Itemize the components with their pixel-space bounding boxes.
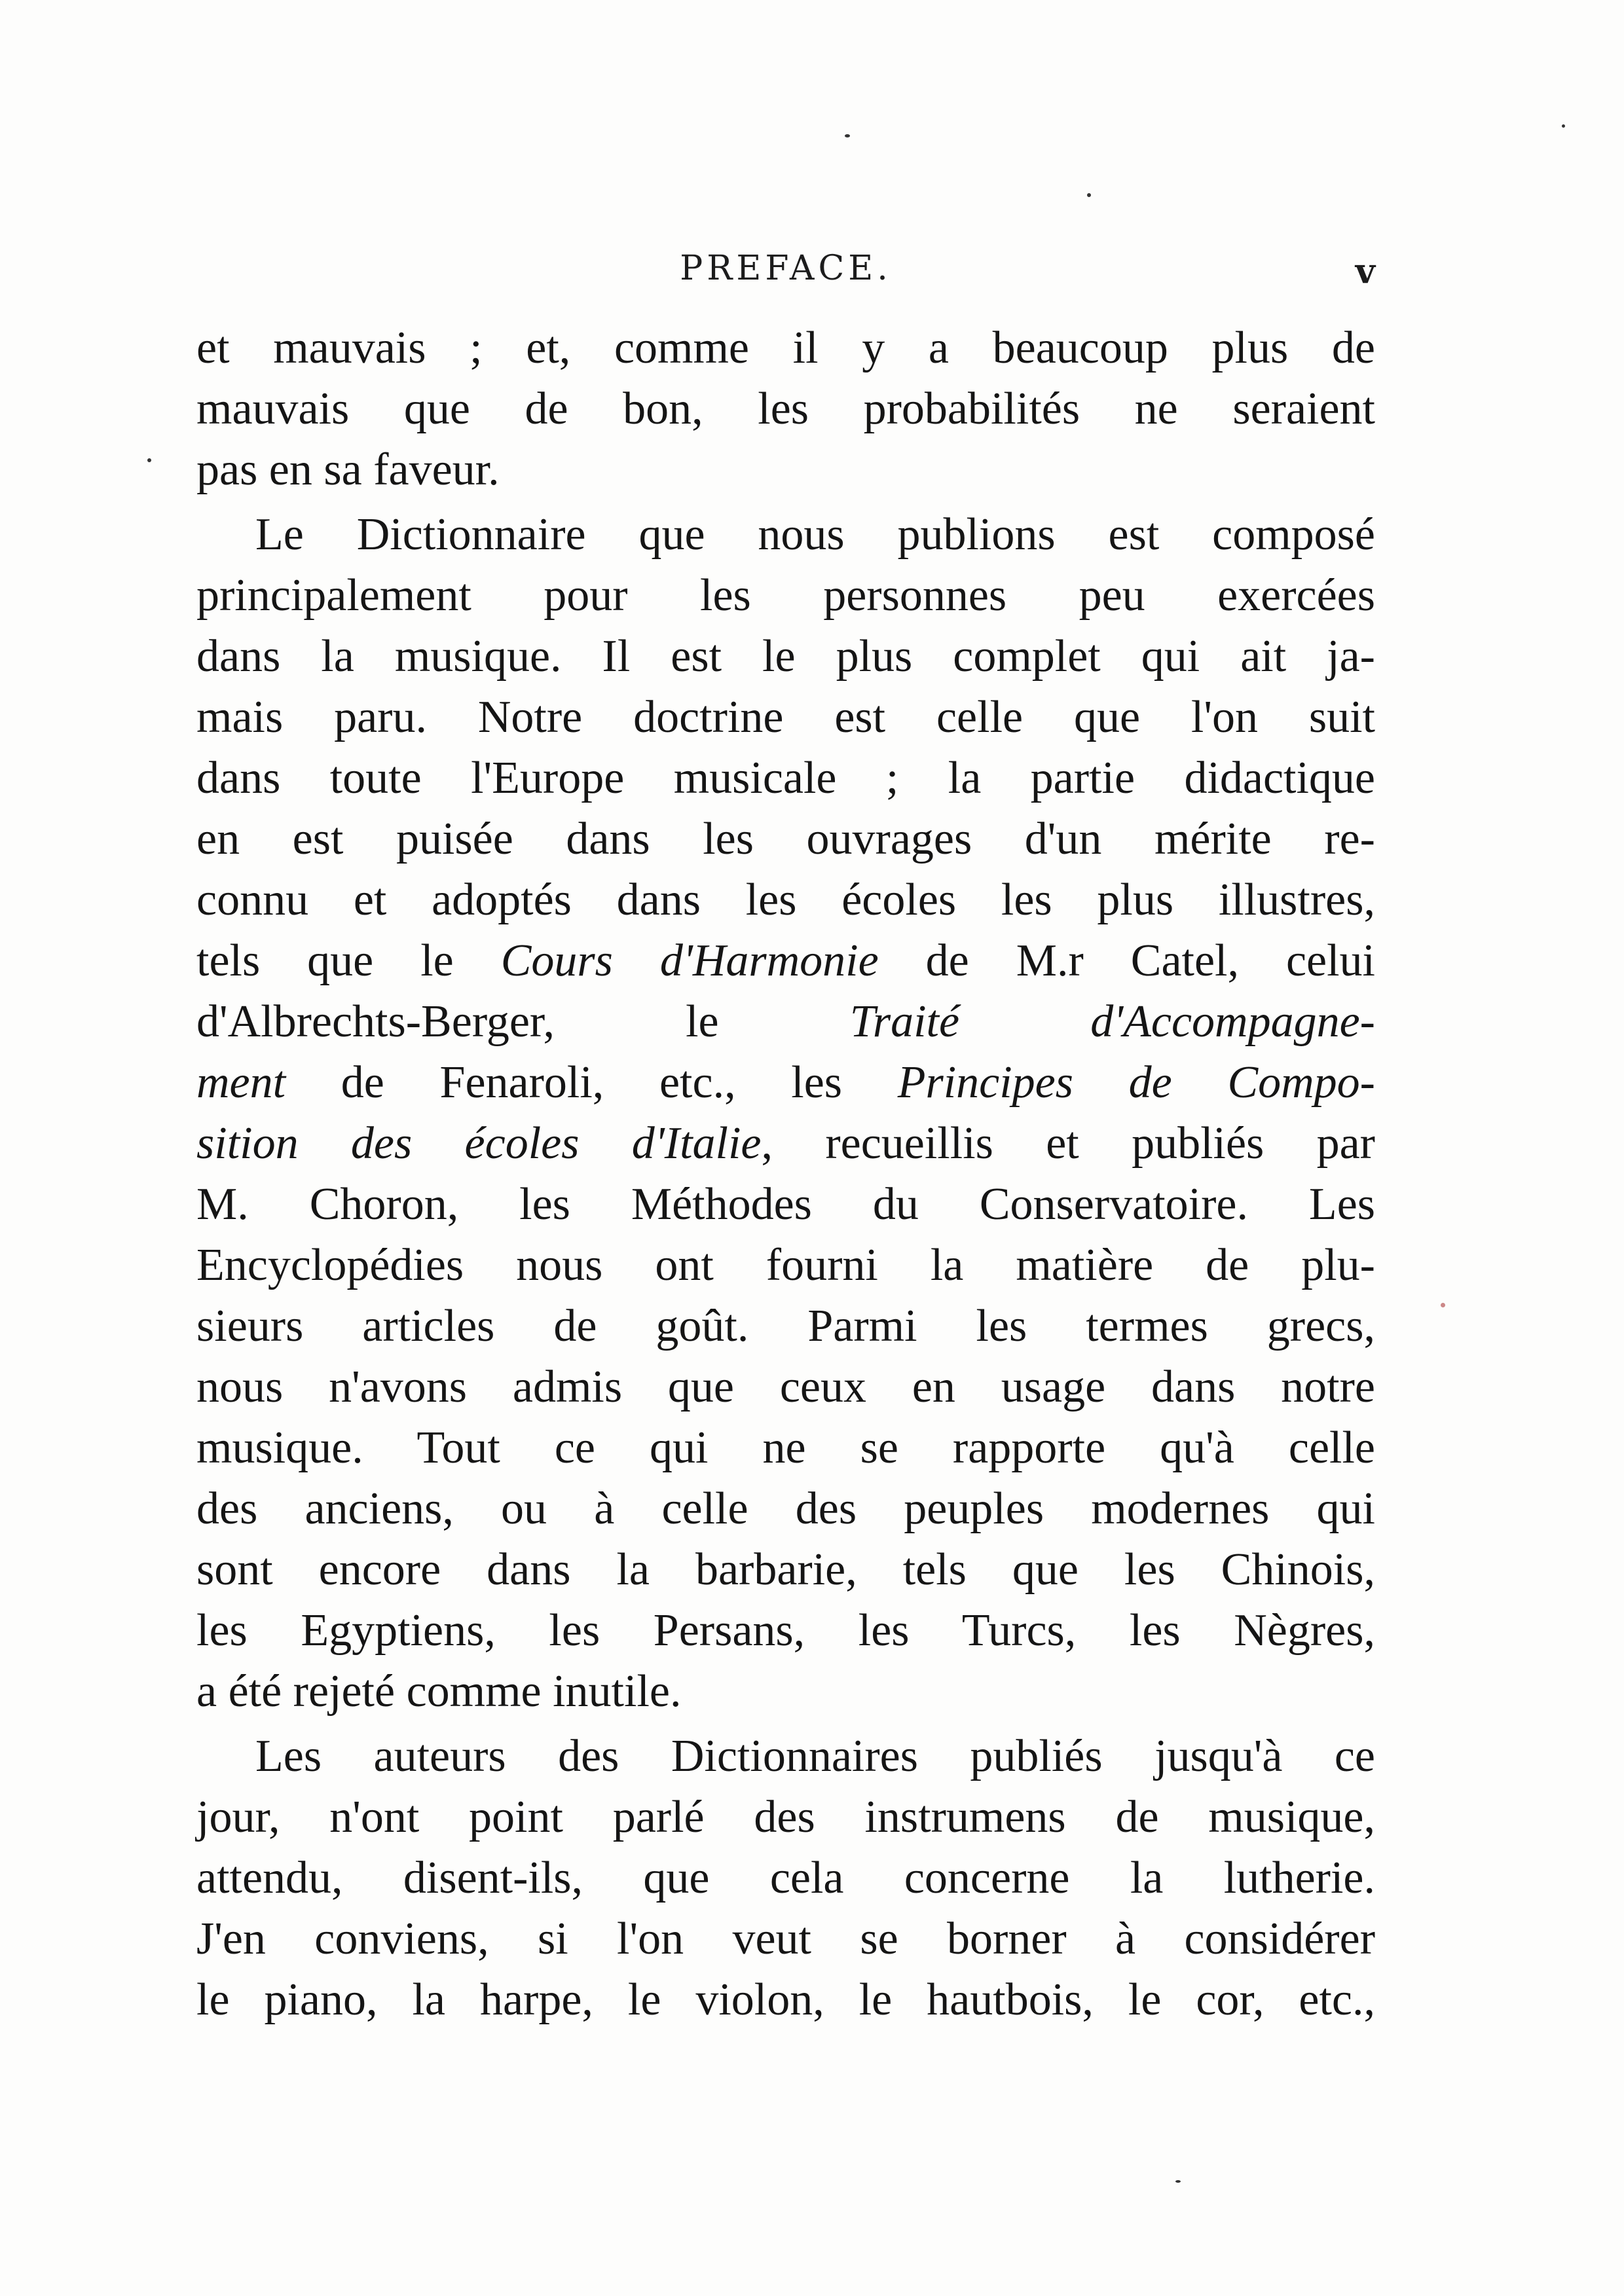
text-line: des anciens, ou à celle des peuples modernes qui (196, 1484, 1375, 1534)
text-line (196, 1052, 1375, 1113)
body-text (196, 318, 1375, 2034)
text-line: dans toute l'Europe musicale ; la partie didactique (196, 753, 1375, 803)
book-title-principes-composition: Principes de Compo- (897, 1057, 1375, 1108)
text-line: a été rejeté comme inutile. (196, 1666, 682, 1717)
book-title-traite-accompagnement-cont: ment (196, 1057, 286, 1108)
text-line: Les auteurs des Dictionnaires publiés jusqu'à ce (255, 1731, 1375, 1781)
text-line: Le Dictionnaire que nous publions est composé (255, 509, 1375, 560)
paper-speck (1175, 2180, 1181, 2183)
page-number: v (1355, 251, 1375, 291)
text-line: sieurs articles de goût. Parmi les termes grecs, (196, 1301, 1375, 1351)
paragraph-2 (196, 504, 1375, 1722)
book-title-traite-accompagnement: Traité d'Accompagne- (849, 996, 1375, 1047)
text-line: jour, n'ont point parlé des instrumens de musique, (196, 1792, 1375, 1842)
book-title-principes-composition-cont: sition des écoles d'Italie (196, 1118, 762, 1169)
paragraph-3 (196, 1726, 1375, 2030)
text-line: attendu, disent-ils, que cela concerne la lutherie. (196, 1853, 1375, 1903)
text-line: Encyclopédies nous ont fourni la matière de plu- (196, 1240, 1375, 1290)
paragraph-1 (196, 318, 1375, 500)
text-line: les Egyptiens, les Persans, les Turcs, les Nègres, (196, 1605, 1375, 1656)
text-run: de M.r Catel, celui (878, 936, 1375, 986)
paper-speck (147, 458, 151, 462)
paper-speck (1087, 193, 1091, 197)
page-header (196, 249, 1375, 301)
text-run: d'Albrechts-Berger, le (196, 996, 850, 1047)
text-line (196, 991, 1375, 1052)
text-line: mauvais que de bon, les probabilités ne seraient (196, 384, 1375, 434)
text-line: pas en sa faveur. (196, 445, 500, 495)
text-line: musique. Tout ce qui ne se rapporte qu'à celle (196, 1423, 1375, 1473)
text-line: dans la musique. Il est le plus complet qui ait ja- (196, 631, 1375, 682)
text-line: connu et adoptés dans les écoles les plus illustres, (196, 875, 1375, 925)
text-line: sont encore dans la barbarie, tels que les Chinois, (196, 1544, 1375, 1595)
paper-speck (1562, 124, 1565, 128)
text-line: le piano, la harpe, le violon, le hautbois, le cor, etc., (196, 1975, 1375, 2025)
text-run: tels que le (196, 936, 501, 986)
text-line: et mauvais ; et, comme il y a beaucoup plus de (196, 323, 1375, 373)
text-line: mais paru. Notre doctrine est celle que l'on suit (196, 692, 1375, 742)
text-run: de Fenaroli, etc., les (286, 1057, 898, 1108)
text-line: nous n'avons admis que ceux en usage dans notre (196, 1362, 1375, 1412)
text-run: , recueillis et publiés par (761, 1118, 1375, 1169)
text-line (196, 930, 1375, 991)
text-line: M. Choron, les Méthodes du Conservatoire. Les (196, 1179, 1375, 1230)
text-line (196, 1113, 1375, 1174)
text-line: J'en conviens, si l'on veut se borner à considérer (196, 1914, 1375, 1964)
paper-speck (845, 134, 850, 137)
book-title-cours-harmonie: Cours d'Harmonie (500, 936, 879, 986)
text-line: en est puisée dans les ouvrages d'un mérite re- (196, 814, 1375, 864)
running-title: PREFACE. (680, 249, 892, 288)
text-line: principalement pour les personnes peu exercées (196, 570, 1375, 621)
paper-speck (1441, 1303, 1445, 1307)
